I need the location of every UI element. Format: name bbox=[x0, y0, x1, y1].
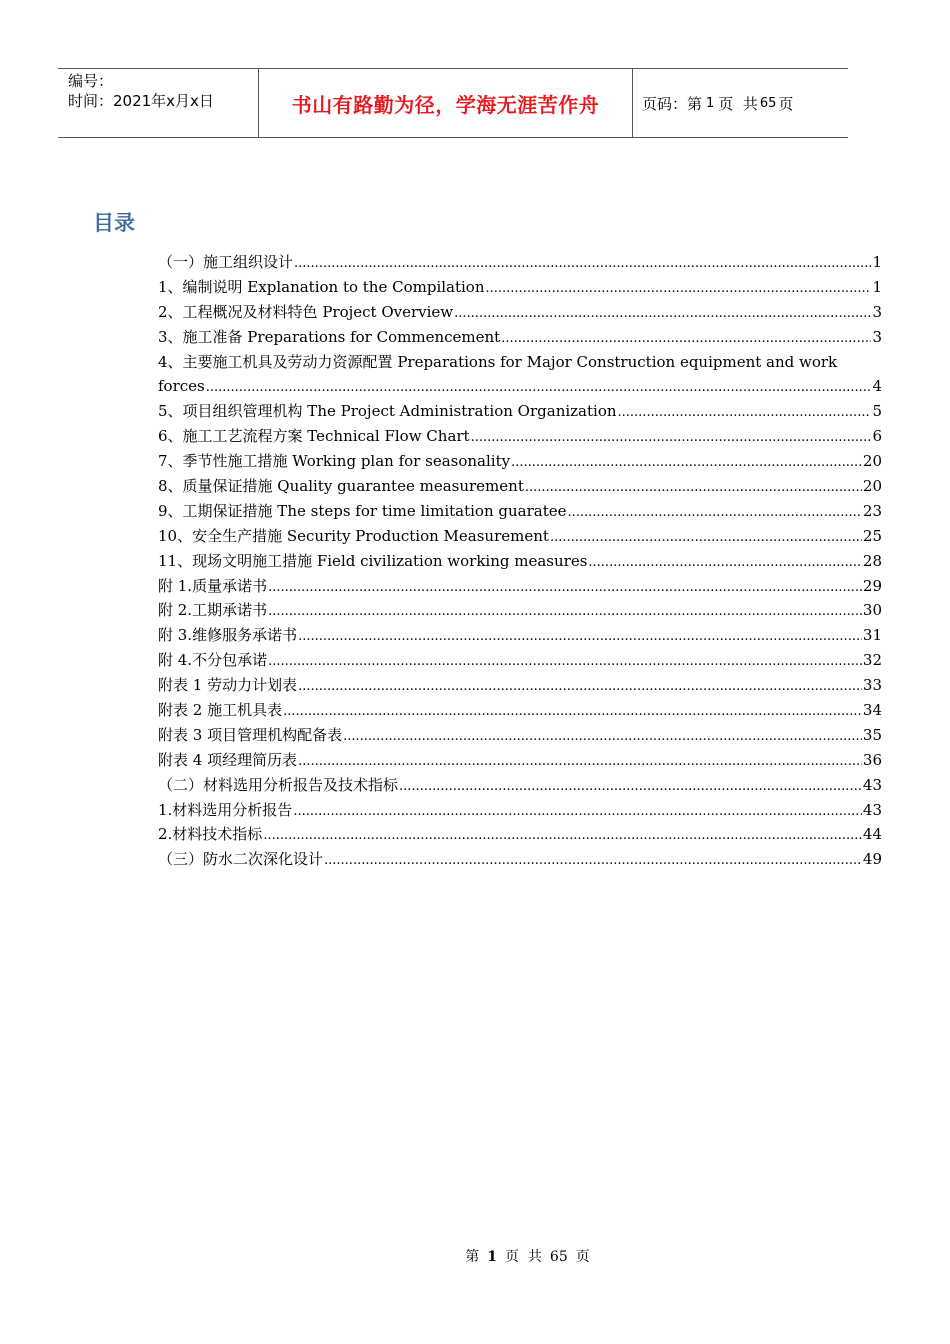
toc-entry[interactable] bbox=[158, 424, 882, 449]
toc-leader-dots bbox=[511, 449, 862, 476]
toc-entry-text: 10、安全生产措施 Security Production Measurement bbox=[158, 526, 549, 545]
page-suffix: 页 bbox=[778, 94, 794, 113]
toc-entry[interactable] bbox=[158, 250, 882, 275]
toc-entry[interactable] bbox=[158, 623, 882, 648]
toc-entry[interactable] bbox=[158, 474, 882, 499]
toc-leader-dots bbox=[454, 300, 871, 327]
toc-page-number: 29 bbox=[862, 576, 882, 595]
toc-leader-dots bbox=[268, 574, 862, 601]
toc-page-number: 5 bbox=[872, 402, 882, 421]
header-motto-cell bbox=[259, 69, 633, 137]
toc-page-number: 25 bbox=[862, 526, 882, 545]
toc-leader-dots bbox=[343, 723, 862, 750]
toc-leader-dots bbox=[268, 648, 862, 675]
toc-page-number: 49 bbox=[862, 850, 882, 869]
toc-entry[interactable] bbox=[158, 524, 882, 549]
document-header bbox=[58, 68, 848, 138]
footer-prefix: 第 bbox=[465, 1249, 480, 1265]
code-label: 编号： bbox=[68, 72, 114, 90]
toc-leader-dots bbox=[501, 325, 871, 352]
toc-entry[interactable] bbox=[158, 847, 882, 872]
toc-entry[interactable] bbox=[158, 748, 882, 773]
toc-entry[interactable] bbox=[158, 822, 882, 847]
page-footer bbox=[0, 1246, 950, 1266]
toc-page-number: 20 bbox=[862, 452, 882, 471]
toc-entry-text: （一）施工组织设计 bbox=[158, 253, 294, 271]
toc-page-number: 35 bbox=[862, 725, 882, 744]
toc-entry[interactable] bbox=[158, 275, 882, 300]
toc-page-number: 32 bbox=[862, 651, 882, 670]
toc-page-number: 1 bbox=[872, 277, 882, 296]
toc-entry-text: 附表 1 劳动力计划表 bbox=[158, 676, 298, 695]
toc-leader-dots bbox=[324, 847, 862, 874]
toc-entry-text: 6、施工工艺流程方案 Technical Flow Chart bbox=[158, 427, 470, 446]
toc-leader-dots bbox=[588, 549, 862, 576]
footer-page-number: 1 bbox=[487, 1249, 497, 1265]
toc-leader-dots bbox=[486, 275, 872, 302]
toc-entry[interactable] bbox=[158, 449, 882, 474]
toc-entry[interactable] bbox=[158, 325, 882, 350]
toc-entry-text: 附 2.工期承诺书 bbox=[158, 601, 268, 620]
toc-leader-dots bbox=[298, 673, 862, 700]
page-total: 65 bbox=[759, 95, 777, 111]
toc-leader-dots bbox=[263, 822, 862, 849]
toc-entry-text: 附 4.不分包承诺 bbox=[158, 651, 268, 670]
toc-entry-text: （二）材料选用分析报告及技术指标 bbox=[158, 775, 399, 794]
toc-leader-dots bbox=[206, 374, 872, 401]
toc-page-number: 31 bbox=[862, 626, 882, 645]
motto-text: 书山有路勤为径，学海无涯苦作舟 bbox=[291, 92, 600, 117]
toc-page-number: 3 bbox=[872, 302, 882, 321]
toc-entry[interactable] bbox=[158, 798, 882, 823]
toc-leader-dots bbox=[567, 499, 861, 526]
toc-leader-dots bbox=[293, 798, 862, 825]
toc-page-number: 44 bbox=[862, 825, 882, 844]
toc-leader-dots bbox=[268, 598, 862, 625]
toc-page-number: 23 bbox=[862, 501, 882, 520]
toc-entry[interactable] bbox=[158, 723, 882, 748]
toc-leader-dots bbox=[298, 748, 862, 775]
toc-entry-text: 附 3.维修服务承诺书 bbox=[158, 626, 298, 645]
toc-page-number: 20 bbox=[862, 477, 882, 496]
toc-page-number: 4 bbox=[872, 377, 882, 396]
toc-entry-text: 11、现场文明施工措施 Field civilization working measures bbox=[158, 551, 588, 570]
page-prefix: 页码：第 bbox=[642, 94, 703, 113]
toc-leader-dots bbox=[283, 698, 862, 725]
toc-entry[interactable] bbox=[158, 698, 882, 723]
footer-page-total: 65 bbox=[549, 1249, 568, 1265]
toc-entry-text: forces bbox=[158, 377, 205, 396]
toc-entry[interactable] bbox=[158, 574, 882, 599]
page-number: 1 bbox=[706, 95, 715, 111]
toc-entry-text: 4、主要施工机具及劳动力资源配置 Preparations for Major Construction equipment and work bbox=[158, 352, 838, 371]
table-of-contents bbox=[158, 250, 882, 872]
toc-entry[interactable] bbox=[158, 300, 882, 325]
toc-entry-text: 2、工程概况及材料特色 Project Overview bbox=[158, 302, 454, 321]
toc-entry-text: 8、质量保证措施 Quality guarantee measurement bbox=[158, 477, 524, 496]
toc-entry-text: 5、项目组织管理机构 The Project Administration Organization bbox=[158, 402, 617, 421]
toc-page-number: 6 bbox=[872, 427, 882, 446]
toc-title: 目录 bbox=[93, 211, 135, 235]
header-meta-cell bbox=[58, 69, 259, 137]
header-page-cell bbox=[633, 69, 848, 137]
toc-leader-dots bbox=[525, 474, 862, 501]
toc-entry-text: 附表 2 施工机具表 bbox=[158, 701, 283, 720]
toc-entry-text: 附表 4 项经理简历表 bbox=[158, 750, 298, 769]
toc-entry-text: 9、工期保证措施 The steps for time limitation guaratee bbox=[158, 501, 567, 520]
toc-page-number: 34 bbox=[862, 701, 882, 720]
footer-suffix: 页 bbox=[575, 1249, 590, 1265]
toc-leader-dots bbox=[298, 623, 862, 650]
toc-page-number: 3 bbox=[872, 327, 882, 346]
toc-page-number: 28 bbox=[862, 551, 882, 570]
toc-entry[interactable] bbox=[158, 648, 882, 673]
toc-page-number: 33 bbox=[862, 676, 882, 695]
toc-page-number: 30 bbox=[862, 601, 882, 620]
toc-page-number: 43 bbox=[862, 800, 882, 819]
toc-entry-text: 3、施工准备 Preparations for Commencement bbox=[158, 327, 501, 346]
toc-leader-dots bbox=[618, 399, 872, 426]
toc-entry[interactable] bbox=[158, 673, 882, 698]
toc-leader-dots bbox=[294, 250, 871, 277]
toc-entry-text: （三）防水二次深化设计 bbox=[158, 850, 324, 869]
toc-leader-dots bbox=[471, 424, 872, 451]
toc-entry-text: 7、季节性施工措施 Working plan for seasonality bbox=[158, 452, 511, 471]
toc-page-number: 43 bbox=[862, 775, 882, 794]
toc-entry-text: 1.材料选用分析报告 bbox=[158, 800, 293, 819]
toc-entry[interactable] bbox=[158, 773, 882, 798]
toc-entry-text: 附表 3 项目管理机构配备表 bbox=[158, 725, 343, 744]
toc-entry-text: 2.材料技术指标 bbox=[158, 825, 263, 844]
toc-entry[interactable] bbox=[158, 499, 882, 524]
page-mid: 页 共 bbox=[718, 94, 758, 113]
time-label: 时间：2021年x月x日 bbox=[68, 92, 214, 110]
toc-entry[interactable] bbox=[158, 549, 882, 574]
toc-leader-dots bbox=[399, 773, 862, 800]
toc-page-number: 1 bbox=[872, 253, 882, 271]
toc-entry-text: 附 1.质量承诺书 bbox=[158, 576, 268, 595]
toc-entry[interactable] bbox=[158, 374, 882, 399]
toc-page-number: 36 bbox=[862, 750, 882, 769]
toc-leader-dots bbox=[550, 524, 862, 551]
toc-entry[interactable] bbox=[158, 598, 882, 623]
footer-mid: 页 共 bbox=[505, 1249, 542, 1265]
toc-entry[interactable] bbox=[158, 399, 882, 424]
toc-entry-text: 1、编制说明 Explanation to the Compilation bbox=[158, 277, 485, 296]
